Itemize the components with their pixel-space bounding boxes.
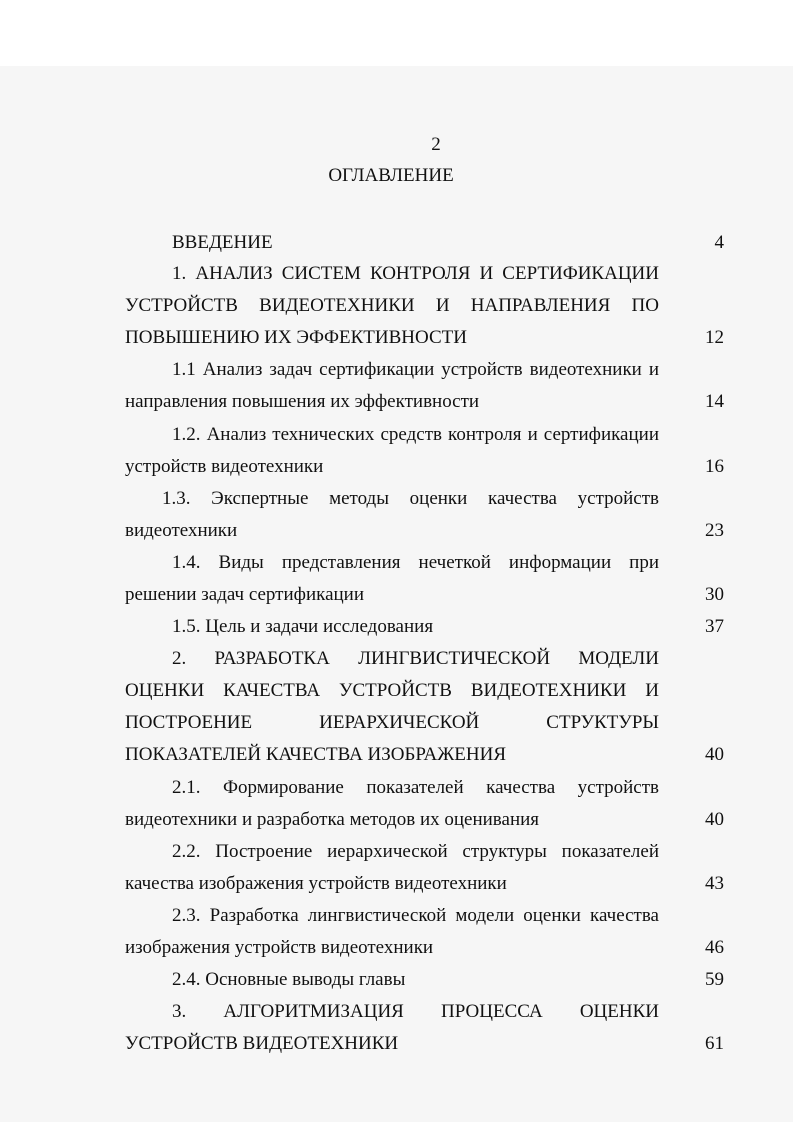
toc-entry-line: УСТРОЙСТВ ВИДЕОТЕХНИКИ И НАПРАВЛЕНИЯ ПО <box>125 295 659 316</box>
toc-entry-line: 2.1. Формирование показателей качества устройств <box>172 777 659 798</box>
toc-entry-line: 2.3. Разработка лингвистической модели оценки качества <box>172 905 659 926</box>
page-number: 2 <box>431 134 441 155</box>
toc-entry-line: 1.5. Цель и задачи исследования <box>172 616 434 637</box>
toc-page-number: 43 <box>705 873 724 894</box>
toc-page-number: 12 <box>705 327 724 348</box>
toc-entry-line: устройств видеотехники <box>125 456 324 477</box>
toc-entry-line: 1.4. Виды представления нечеткой информации при <box>172 552 659 573</box>
toc-entry-line: видеотехники <box>125 520 238 541</box>
toc-entry-line: ПОВЫШЕНИЮ ИХ ЭФФЕКТИВНОСТИ <box>125 327 467 348</box>
toc-entry-line: 1.2. Анализ технических средств контроля и сертификации <box>172 424 659 445</box>
toc-page-number: 4 <box>714 232 724 253</box>
toc-entry-line: ПОКАЗАТЕЛЕЙ КАЧЕСТВА ИЗОБРАЖЕНИЯ <box>125 744 507 765</box>
toc-title: ОГЛАВЛЕНИЕ <box>328 165 454 186</box>
toc-page-number: 40 <box>705 744 724 765</box>
toc-entry-line: изображения устройств видеотехники <box>125 937 434 958</box>
toc-entry-line: качества изображения устройств видеотехники <box>125 873 507 894</box>
toc-entry-line: 2. РАЗРАБОТКА ЛИНГВИСТИЧЕСКОЙ МОДЕЛИ <box>172 648 659 669</box>
toc-entry-line: 2.2. Построение иерархической структуры показателей <box>172 841 659 862</box>
toc-page-number: 59 <box>705 969 724 990</box>
toc-entry-line: ОЦЕНКИ КАЧЕСТВА УСТРОЙСТВ ВИДЕОТЕХНИКИ И <box>125 680 659 701</box>
toc-entry-line: 2.4. Основные выводы главы <box>172 969 406 990</box>
toc-entry-line: 1. АНАЛИЗ СИСТЕМ КОНТРОЛЯ И СЕРТИФИКАЦИИ <box>172 263 659 284</box>
toc-page-number: 37 <box>705 616 724 637</box>
toc-entry-line: УСТРОЙСТВ ВИДЕОТЕХНИКИ <box>125 1033 399 1054</box>
toc-entry-line: ВВЕДЕНИЕ <box>172 232 273 253</box>
toc-entry-line: направления повышения их эффективности <box>125 391 480 412</box>
toc-page-number: 14 <box>705 391 724 412</box>
toc-page-number: 16 <box>705 456 724 477</box>
toc-entry-line: 1.1 Анализ задач сертификации устройств видеотехники и <box>172 359 659 380</box>
toc-page-number: 30 <box>705 584 724 605</box>
toc-entry-line: решении задач сертификации <box>125 584 365 605</box>
toc-page-number: 61 <box>705 1033 724 1054</box>
toc-entry-line: ПОСТРОЕНИЕ ИЕРАРХИЧЕСКОЙ СТРУКТУРЫ <box>125 712 659 733</box>
toc-page-number: 40 <box>705 809 724 830</box>
toc-entry-line: 1.3. Экспертные методы оценки качества устройств <box>162 488 659 509</box>
toc-entry-line: видеотехники и разработка методов их оценивания <box>125 809 540 830</box>
toc-page-number: 46 <box>705 937 724 958</box>
toc-page-number: 23 <box>705 520 724 541</box>
toc-entry-line: 3. АЛГОРИТМИЗАЦИЯ ПРОЦЕССА ОЦЕНКИ <box>172 1001 659 1022</box>
